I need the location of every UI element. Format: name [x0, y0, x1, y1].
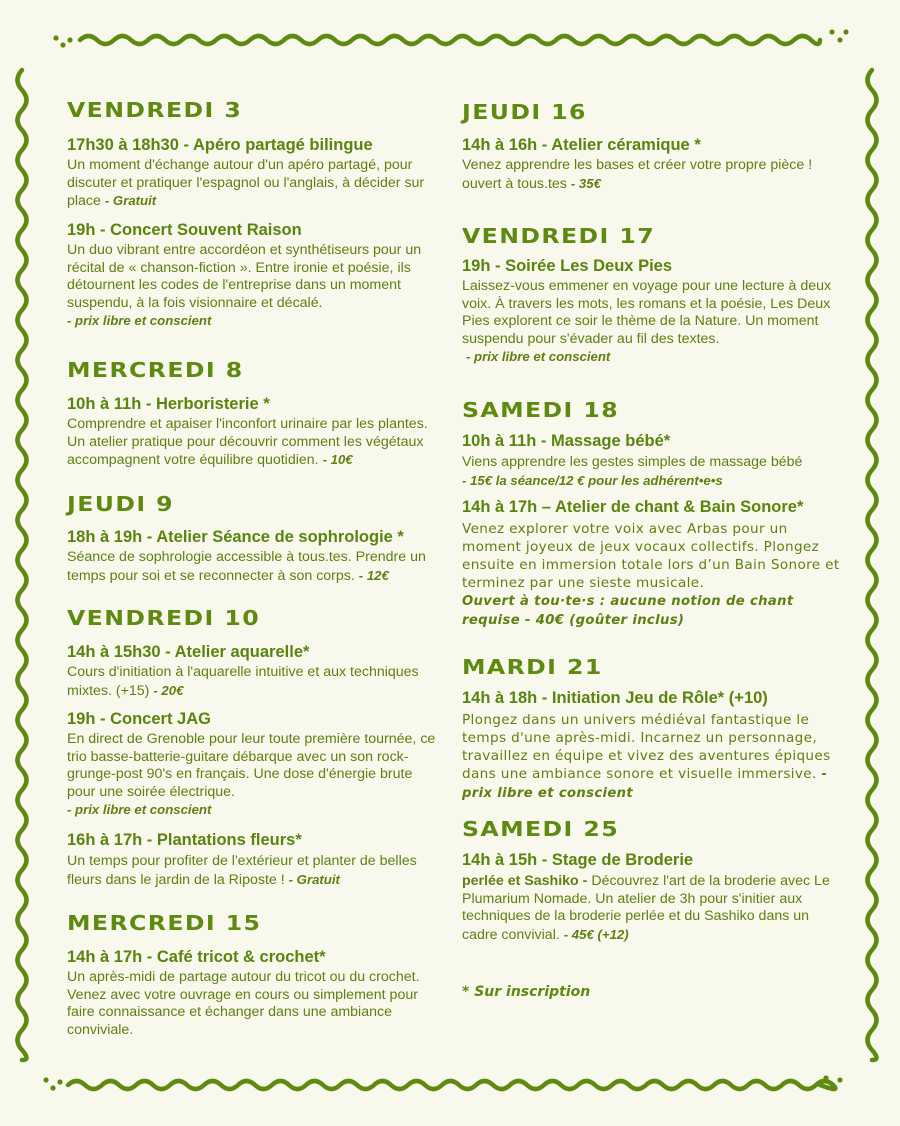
- event-title: 10h à 11h - Massage bébé*: [462, 432, 671, 450]
- event-price: - 35€: [570, 175, 601, 191]
- event-price: - prix libre et conscient: [462, 767, 828, 801]
- day-heading: VENDREDI 17: [462, 224, 656, 248]
- decor-dot: [53, 35, 58, 40]
- event-title: 14h à 18h - Initiation Jeu de Rôle* (+10): [462, 689, 768, 707]
- event-title: 17h30 à 18h30 - Apéro partagé bilingue: [67, 136, 373, 154]
- bottom-wave: [68, 1081, 835, 1089]
- decor-dot: [823, 1075, 828, 1080]
- event-title: 18h à 19h - Atelier Séance de sophrologie *: [67, 528, 404, 546]
- day-heading: JEUDI 16: [462, 100, 587, 124]
- decor-dot: [67, 37, 72, 42]
- event-description: Un duo vibrant entre accordéon et synthétiseurs pour un récital de « chanson-fiction ». Entre ironie et poésie, ils détournent les codes de l'entreprise dans un moment suspendu, à la fois visionnaire et décalé. - prix libre et conscient: [67, 242, 422, 329]
- event-description: Plongez dans un univers médiéval fantastique le temps d'une après-midi. Incarnez un personnage, travaillez en équipe et vivez des aventures épiques dans une ambiance sonore et visuelle immersive. - prix libre et conscient: [462, 712, 831, 801]
- decor-dot: [50, 1085, 55, 1090]
- decor-dot: [43, 1077, 48, 1082]
- event-description: Comprendre et apaiser l'inconfort urinaire par les plantes. Un atelier pratique pour découvrir comment les végétaux accompagnent votre équilibre quotidien. - 10€: [67, 416, 428, 469]
- event-description: Venez apprendre les bases et créer votre propre pièce ! ouvert à tous.tes - 35€: [462, 157, 813, 192]
- decor-dot: [837, 37, 842, 42]
- day-heading: MERCREDI 8: [67, 358, 244, 382]
- event-price: - 10€: [322, 452, 353, 468]
- event-description: perlée et Sashiko - Découvrez l'art de la broderie avec Le Plumarium Nomade. Un atelier de 3h pour s'initier aux techniques de la broderie perlée et du Sashiko dans un cadre convivial. - 45€ (+12): [462, 873, 830, 943]
- event-description: Venez explorer votre voix avec Arbas pour un moment joyeux de jeux vocaux collectifs. Plongez ensuite en immersion totale lors d’un Bain Sonore et terminez par une sieste musicale. Ouvert à tou·te·s : aucune notion de chant requise - 40€ (goûter inclus): [462, 521, 840, 628]
- event-description: En direct de Grenoble pour leur toute première tournée, ce trio basse-batterie-guitare débarque avec un son rock-grunge-post 90's en français. Une dose d'énergie brute pour une soirée électrique. - prix libre et conscient: [67, 731, 436, 818]
- registration-footnote: * Sur inscription: [462, 984, 591, 1000]
- event-description: Viens apprendre les gestes simples de massage bébé - 15€ la séance/12 € pour les adhérent•e•s: [462, 454, 803, 488]
- event-title: 19h - Concert Souvent Raison: [67, 221, 302, 239]
- event-title: 16h à 17h - Plantations fleurs*: [67, 831, 302, 849]
- event-title: 14h à 16h - Atelier céramique *: [462, 136, 701, 154]
- decor-dot: [829, 29, 834, 34]
- day-heading: VENDREDI 3: [67, 98, 243, 122]
- event-description: Un temps pour profiter de l'extérieur et planter de belles fleurs dans le jardin de la Riposte ! - Gratuit: [67, 853, 417, 888]
- day-heading: MERCREDI 15: [67, 911, 262, 935]
- day-heading: VENDREDI 10: [67, 606, 261, 630]
- day-heading: SAMEDI 25: [462, 817, 620, 841]
- event-title: 10h à 11h - Herboristerie *: [67, 395, 270, 413]
- decor-dot: [57, 1079, 62, 1084]
- event-description: Un moment d'échange autour d'un apéro partagé, pour discuter et pratiquer l'espagnol ou l'anglais, à décider sur place - Gratuit: [67, 157, 425, 210]
- event-price: - 45€ (+12): [563, 926, 629, 942]
- decor-dot: [837, 1077, 842, 1082]
- event-price: - Gratuit: [104, 193, 157, 209]
- event-price: - Gratuit: [288, 871, 340, 887]
- event-price: - prix libre et conscient: [465, 349, 611, 365]
- day-heading: SAMEDI 18: [462, 398, 620, 422]
- decor-dot: [843, 29, 848, 34]
- right-wave: [868, 70, 877, 1060]
- day-heading: JEUDI 9: [67, 492, 174, 516]
- top-wave: [80, 36, 820, 44]
- decor-dot: [60, 42, 65, 47]
- event-price: - 20€: [153, 682, 184, 698]
- event-price: - 15€ la séance/12 € pour les adhérent•e•s: [462, 472, 723, 488]
- left-wave: [18, 70, 27, 1060]
- event-price: - prix libre et conscient: [67, 802, 212, 818]
- event-title: 14h à 15h - Stage de Broderie: [462, 851, 694, 869]
- event-description: Laissez-vous emmener en voyage pour une lecture à deux voix. À travers les mots, les romans et la poésie, Les Deux Pies explorent ce soir le thème de la Nature. Un moment suspendu pour s'évader au fil des textes. - prix libre et conscient: [462, 278, 832, 365]
- event-title: 14h à 17h - Café tricot & crochet*: [67, 948, 326, 966]
- event-price: Ouvert à tou·te·s : aucune notion de chant requise - 40€ (goûter inclus): [462, 594, 794, 628]
- event-title: 19h - Soirée Les Deux Pies: [462, 257, 673, 275]
- event-description: Un après-midi de partage autour du tricot ou du crochet. Venez avec votre ouvrage en cours ou simplement pour faire connaissance et échanger dans une ambiance conviviale.: [67, 969, 420, 1038]
- event-description: Séance de sophrologie accessible à tous.tes. Prendre un temps pour soi et se reconnecter à son corps. - 12€: [67, 549, 426, 584]
- event-title: 14h à 17h – Atelier de chant & Bain Sonore*: [462, 498, 804, 516]
- event-price: - prix libre et conscient: [67, 313, 212, 329]
- decor-dot: [830, 1083, 835, 1088]
- event-price: - 12€: [358, 567, 389, 583]
- day-heading: MARDI 21: [462, 655, 603, 679]
- event-title: 19h - Concert JAG: [67, 710, 211, 728]
- event-description: Cours d'initiation à l'aquarelle intuitive et aux techniques mixtes. (+15) - 20€: [67, 664, 419, 699]
- event-title: 14h à 15h30 - Atelier aquarelle*: [67, 643, 310, 661]
